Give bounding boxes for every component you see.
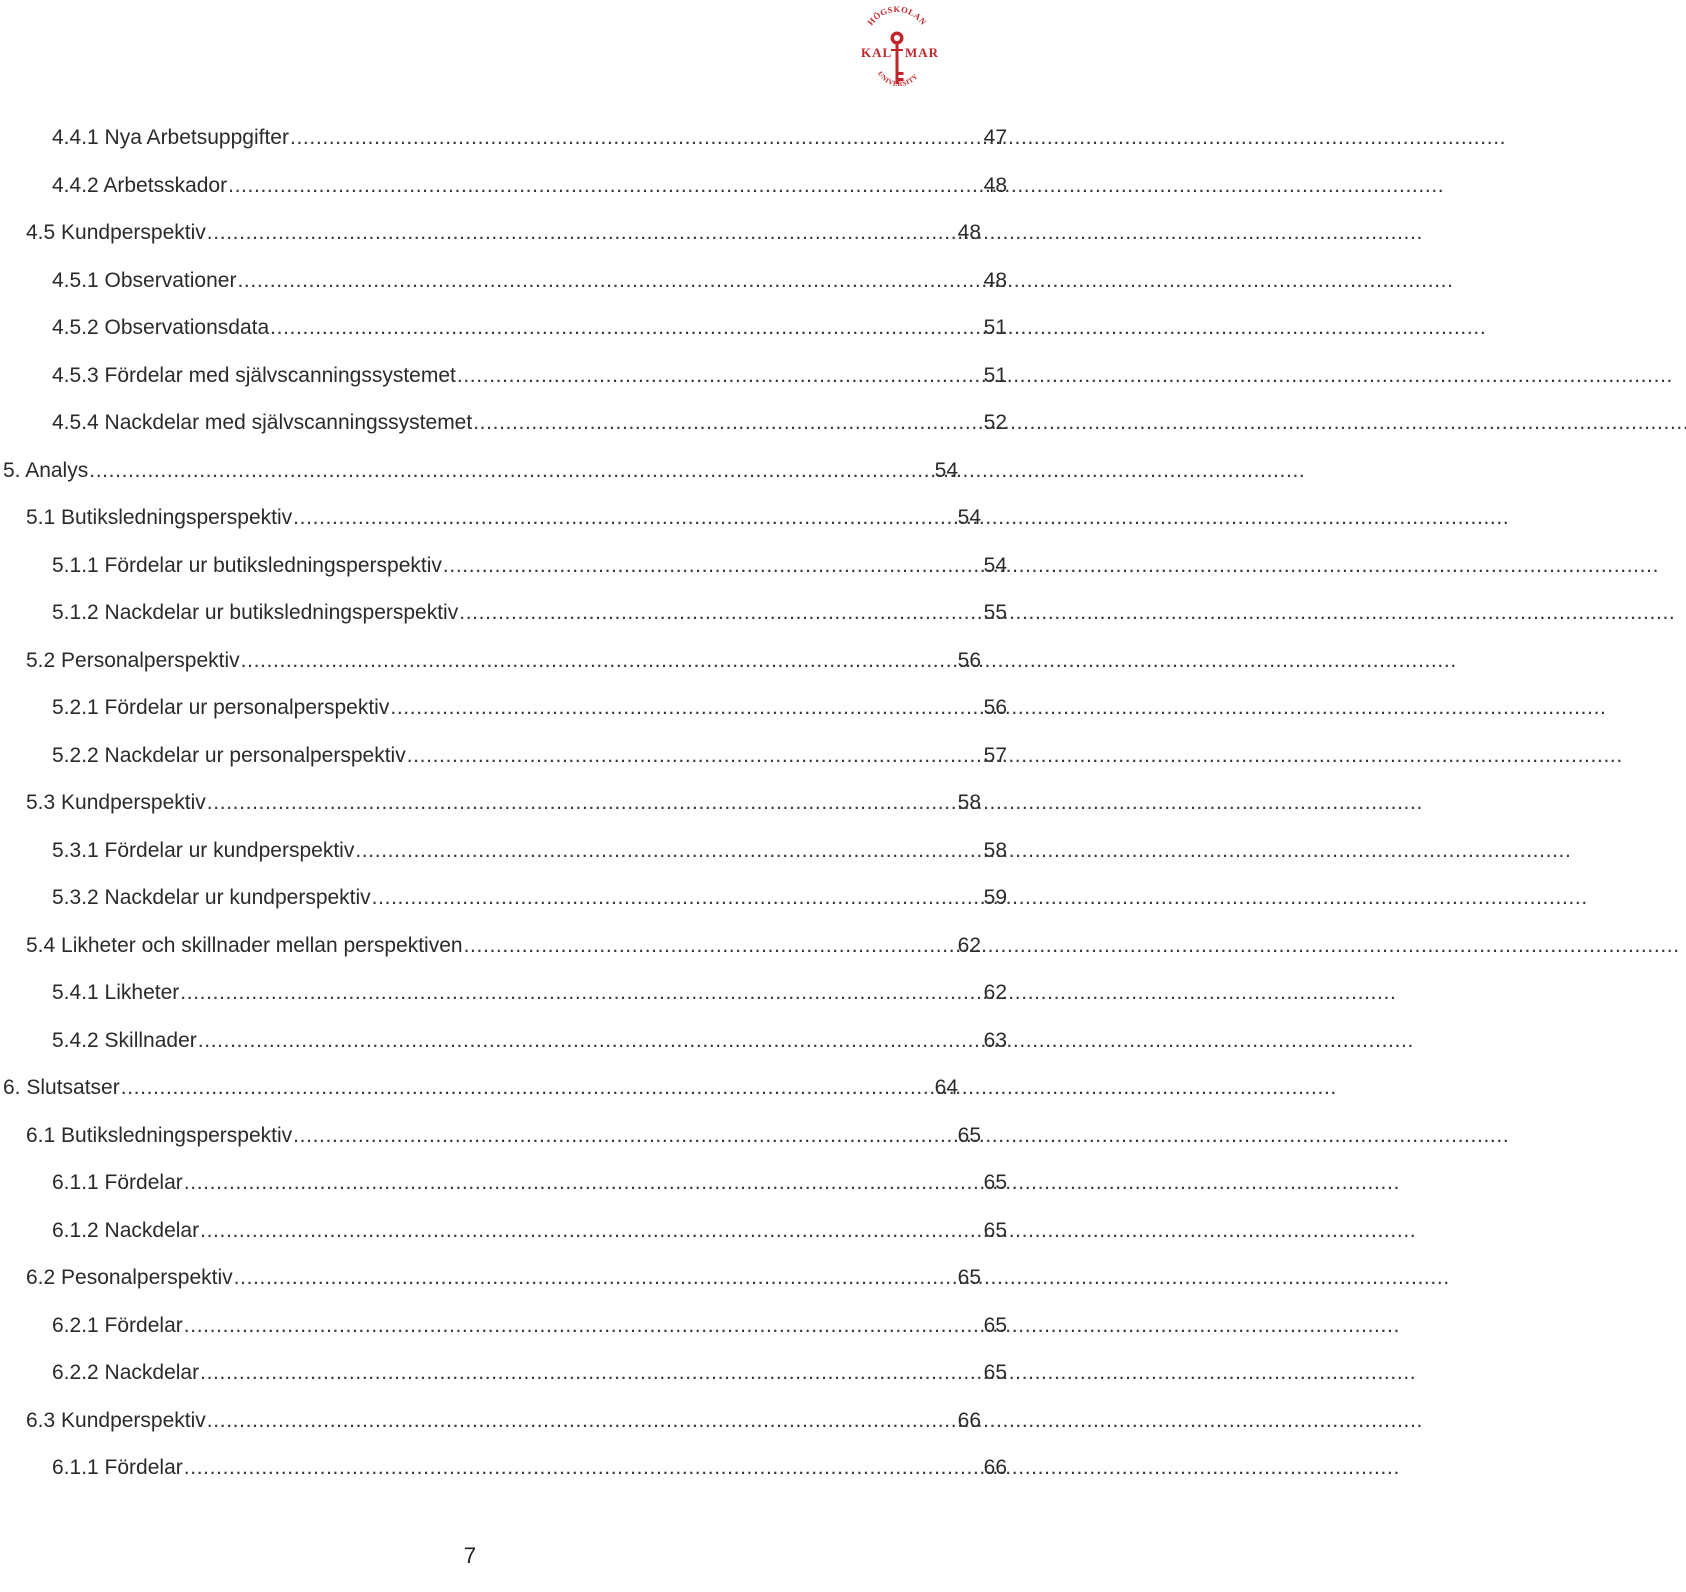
toc-entry-page: 51 <box>983 316 1007 339</box>
toc-entry-page: 54 <box>957 506 981 529</box>
toc-entry-label: 6.2.1 Fördelar <box>52 1313 183 1337</box>
toc-entry[interactable] <box>0 641 981 681</box>
toc-entry-label: 4.4.2 Arbetsskador <box>52 173 228 197</box>
toc-entry-label: 5.4 Likheter och skillnader mellan perspektiven <box>26 933 463 957</box>
toc-dot-leader <box>121 1068 933 1108</box>
toc-entry-page: 48 <box>983 173 1007 197</box>
toc-entry[interactable] <box>0 356 1007 396</box>
toc-entry[interactable] <box>0 166 1007 206</box>
toc-entry[interactable] <box>0 1448 1007 1488</box>
toc-entry-label: 5.4.2 Skillnader <box>52 1028 197 1052</box>
toc-entry-label: 6.1.2 Nackdelar <box>52 1218 200 1242</box>
toc-dot-leader <box>198 1021 982 1061</box>
toc-entry[interactable] <box>0 1401 981 1441</box>
toc-entry-label: 4.5.3 Fördelar med självscanningssystemet <box>52 363 456 387</box>
toc-entry-label: 5.3 Kundperspektiv <box>26 791 206 814</box>
toc-entry-page: 59 <box>983 886 1007 909</box>
toc-entry-page: 65 <box>957 1266 981 1289</box>
page-number: 7 <box>463 1543 477 1568</box>
toc-dot-leader <box>184 1306 982 1346</box>
toc-entry-page: 66 <box>957 1408 981 1432</box>
toc-dot-leader <box>180 973 981 1013</box>
toc-dot-leader <box>290 118 982 158</box>
toc-entry-label: 6.2.2 Nackdelar <box>52 1361 200 1384</box>
toc-entry-label: 6.1.1 Fördelar <box>52 1456 183 1479</box>
toc-entry-page: 62 <box>983 981 1007 1004</box>
toc-dot-leader <box>184 1448 982 1488</box>
toc-entry[interactable] <box>0 1163 1007 1203</box>
svg-text:HÖGSKOLAN: HÖGSKOLAN <box>865 3 929 28</box>
toc-dot-leader <box>89 451 932 491</box>
toc-entry[interactable] <box>0 1353 1007 1393</box>
toc-entry[interactable] <box>0 688 1007 728</box>
toc-entry-page: 66 <box>983 1456 1007 1479</box>
toc-entry-label: 6.2 Pesonalperspektiv <box>26 1266 233 1289</box>
toc-entry[interactable] <box>0 1211 1007 1251</box>
toc-entry[interactable] <box>0 546 1007 586</box>
toc-dot-leader <box>200 1211 982 1251</box>
toc-entry[interactable] <box>0 451 958 491</box>
toc-entry-label: 6.1 Butiksledningsperspektiv <box>26 1123 293 1147</box>
toc-entry-label: 6.3 Kundperspektiv <box>26 1408 206 1432</box>
toc-entry[interactable] <box>0 213 981 253</box>
toc-entry-label: 4.4.1 Nya Arbetsuppgifter <box>52 126 289 149</box>
toc-entry[interactable] <box>0 831 1007 871</box>
toc-entry-label: 6. Slutsatser <box>3 1076 120 1099</box>
toc-entry-page: 65 <box>957 1123 981 1147</box>
toc-entry-page: 65 <box>983 1171 1007 1194</box>
toc-entry[interactable] <box>0 261 1007 301</box>
toc-entry-page: 54 <box>983 553 1007 577</box>
toc-dot-leader <box>293 498 955 538</box>
toc-entry[interactable] <box>0 926 981 966</box>
toc-entry-label: 5.4.1 Likheter <box>52 981 180 1004</box>
toc-entry-label: 4.5.1 Observationer <box>52 268 237 292</box>
toc-dot-leader <box>459 593 981 633</box>
toc-entry[interactable] <box>0 1068 958 1108</box>
toc-entry-page: 56 <box>983 696 1007 719</box>
svg-text:UNIVERSITY: UNIVERSITY <box>875 69 920 89</box>
toc-dot-leader <box>372 878 982 918</box>
toc-entry-page: 57 <box>983 743 1007 767</box>
toc-entry-page: 58 <box>957 791 981 814</box>
toc-dot-leader <box>184 1163 982 1203</box>
toc-entry-page: 48 <box>957 221 981 244</box>
toc-dot-leader <box>473 403 981 443</box>
toc-entry-page: 65 <box>983 1218 1007 1242</box>
svg-text:MAR: MAR <box>905 45 940 60</box>
toc-dot-leader <box>200 1353 982 1393</box>
toc-entry-page: 54 <box>934 458 958 482</box>
toc-entry-label: 4.5 Kundperspektiv <box>26 221 206 244</box>
toc-entry-page: 62 <box>957 933 981 957</box>
toc-entry[interactable] <box>0 973 1007 1013</box>
toc-entry-page: 58 <box>983 838 1007 862</box>
toc-entry[interactable] <box>0 736 1007 776</box>
toc-dot-leader <box>241 641 956 681</box>
toc-entry[interactable] <box>0 783 981 823</box>
toc-entry[interactable] <box>0 1021 1007 1061</box>
toc-entry-label: 4.5.4 Nackdelar med självscanningssystemet <box>52 411 473 434</box>
toc-entry-page: 63 <box>983 1028 1007 1052</box>
toc-entry-page: 64 <box>934 1076 958 1099</box>
toc-dot-leader <box>207 213 956 253</box>
toc-entry-page: 47 <box>983 126 1007 149</box>
toc-entry-label: 5. Analys <box>3 458 89 482</box>
toc-entry-page: 52 <box>983 411 1007 434</box>
toc-entry[interactable] <box>0 1258 981 1298</box>
toc-entry-label: 5.1.1 Fördelar ur butiksledningsperspektiv <box>52 553 442 577</box>
toc-entry-label: 5.2.1 Fördelar ur personalperspektiv <box>52 696 390 719</box>
toc-dot-leader <box>207 783 956 823</box>
toc-entry[interactable] <box>0 403 1007 443</box>
toc-entry-label: 5.2.2 Nackdelar ur personalperspektiv <box>52 743 406 767</box>
toc-entry-page: 56 <box>957 648 981 672</box>
toc-entry[interactable] <box>0 593 1007 633</box>
toc-entry[interactable] <box>0 1306 1007 1346</box>
toc-entry-label: 5.3.1 Fördelar ur kundperspektiv <box>52 838 355 862</box>
toc-dot-leader <box>234 1258 956 1298</box>
toc-entry-page: 65 <box>983 1361 1007 1384</box>
toc-dot-leader <box>237 261 981 301</box>
toc-dot-leader <box>464 926 956 966</box>
toc-dot-leader <box>390 688 981 728</box>
toc-dot-leader <box>443 546 982 586</box>
toc-entry-label: 5.1.2 Nackdelar ur butiksledningsperspektiv <box>52 601 459 624</box>
toc-entry-label: 5.1 Butiksledningsperspektiv <box>26 506 293 529</box>
svg-text:KAL: KAL <box>861 45 893 60</box>
toc-entry-page: 48 <box>983 268 1007 292</box>
toc-dot-leader <box>228 166 982 206</box>
toc-entry-label: 5.3.2 Nackdelar ur kundperspektiv <box>52 886 371 909</box>
toc-dot-leader <box>293 1116 955 1156</box>
toc-entry[interactable] <box>0 118 1007 158</box>
toc-entry-label: 6.1.1 Fördelar <box>52 1171 183 1194</box>
toc-entry[interactable] <box>0 1116 981 1156</box>
toc-entry-page: 51 <box>983 363 1007 387</box>
toc-dot-leader <box>270 308 982 348</box>
toc-dot-leader <box>207 1401 956 1441</box>
toc-entry-page: 55 <box>983 601 1007 624</box>
toc-dot-leader <box>457 356 982 396</box>
toc-entry-label: 5.2 Personalperspektiv <box>26 648 240 672</box>
toc-dot-leader <box>407 736 982 776</box>
toc-entry-page: 65 <box>983 1313 1007 1337</box>
toc-dot-leader <box>355 831 981 871</box>
toc-entry-label: 4.5.2 Observationsdata <box>52 316 270 339</box>
toc-entry[interactable] <box>0 308 1007 348</box>
toc-entry[interactable] <box>0 498 981 538</box>
toc-entry[interactable] <box>0 878 1007 918</box>
university-logo <box>845 2 949 92</box>
